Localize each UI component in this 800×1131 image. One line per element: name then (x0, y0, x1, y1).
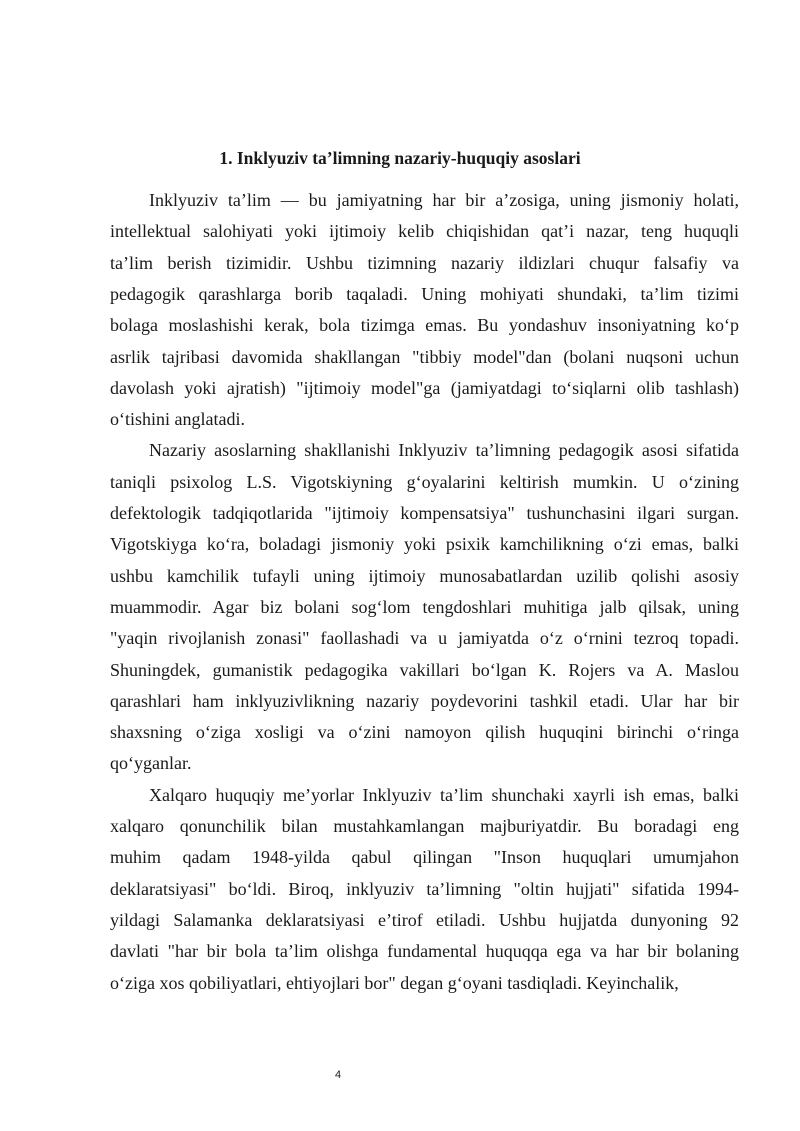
text-line: deklaratsiyasi" bo‘ldi. Biroq, inklyuziv ta’limning "oltin hujjati" sifatida 1994- (110, 878, 739, 899)
text-line: o‘tishini anglatadi. (110, 409, 245, 430)
text-line: muammodir. Agar biz bolani sog‘lom tengdoshlari muhitiga jalb qilsak, uning (110, 596, 739, 617)
text-line: davlati "har bir bola ta’lim olishga fundamental huquqqa ega va har bir bolaning (110, 941, 739, 962)
section-heading: 1. Inklyuziv ta’limning nazariy-huquqiy asoslari (219, 148, 581, 168)
text-line: shaxsning o‘ziga xosligi va o‘zini namoyon qilish huquqini birinchi o‘ringa (110, 722, 739, 743)
text-line: ushbu kamchilik tufayli uning ijtimoiy munosabatlardan uzilib qolishi asosiy (110, 565, 739, 586)
text-line: Xalqaro huquqiy me’yorlar Inklyuziv ta’lim shunchaki xayrli ish emas, balki (149, 784, 739, 805)
text-line: qarashlari ham inklyuzivlikning nazariy poydevorini tashkil etadi. Ular har bir (110, 690, 739, 711)
text-line: intellektual salohiyati yoki ijtimoiy kelib chiqishidan qat’i nazar, teng huquqli (110, 221, 739, 242)
text-line: Nazariy asoslarning shakllanishi Inklyuziv ta’limning pedagogik asosi sifatida (149, 440, 739, 461)
text-line: o‘ziga xos qobiliyatlari, ehtiyojlari bor" degan g‘oyani tasdiqladi. Keyinchalik, (110, 972, 679, 993)
text-line: pedagogik qarashlarga borib taqaladi. Uning mohiyati shundaki, ta’lim tizimi (110, 283, 739, 304)
text-line: bolaga moslashishi kerak, bola tizimga emas. Bu yondashuv insoniyatning ko‘p (110, 315, 739, 336)
text-line: asrlik tajribasi davomida shakllangan "tibbiy model"dan (bolani nuqsoni uchun (110, 346, 739, 367)
text-line: defektologik tadqiqotlarida "ijtimoiy kompensatsiya" tushunchasini ilgari surgan. (110, 503, 739, 523)
text-line: Shuningdek, gumanistik pedagogika vakillari bo‘lgan K. Rojers va A. Maslou (110, 659, 739, 680)
text-line: qo‘yganlar. (110, 753, 192, 774)
text-line: "yaqin rivojlanish zonasi" faollashadi va u jamiyatda o‘z o‘rnini tezroq topadi. (110, 628, 739, 649)
text-line: davolash yoki ajratish) "ijtimoiy model"ga (jamiyatdagi to‘siqlarni olib tashlash) (110, 377, 739, 398)
text-line: yildagi Salamanka deklaratsiyasi e’tirof etiladi. Ushbu hujjatda dunyoning 92 (110, 909, 739, 930)
text-line: xalqaro qonunchilik bilan mustahkamlangan majburiyatdir. Bu boradagi eng (110, 816, 739, 836)
text-line: Vigotskiyga ko‘ra, boladagi jismoniy yoki psixik kamchilikning o‘zi emas, balki (110, 534, 739, 555)
page-number: 4 (334, 1069, 342, 1081)
text-line: Inklyuziv ta’lim — bu jamiyatning har bir a’zosiga, uning jismoniy holati, (149, 190, 739, 210)
text-line: taniqli psixolog L.S. Vigotskiyning g‘oyalarini keltirish mumkin. U o‘zining (110, 471, 739, 492)
text-line: ta’lim berish tizimidir. Ushbu tizimning nazariy ildizlari chuqur falsafiy va (110, 252, 739, 273)
text-line: muhim qadam 1948-yilda qabul qilingan "Inson huquqlari umumjahon (110, 847, 739, 868)
